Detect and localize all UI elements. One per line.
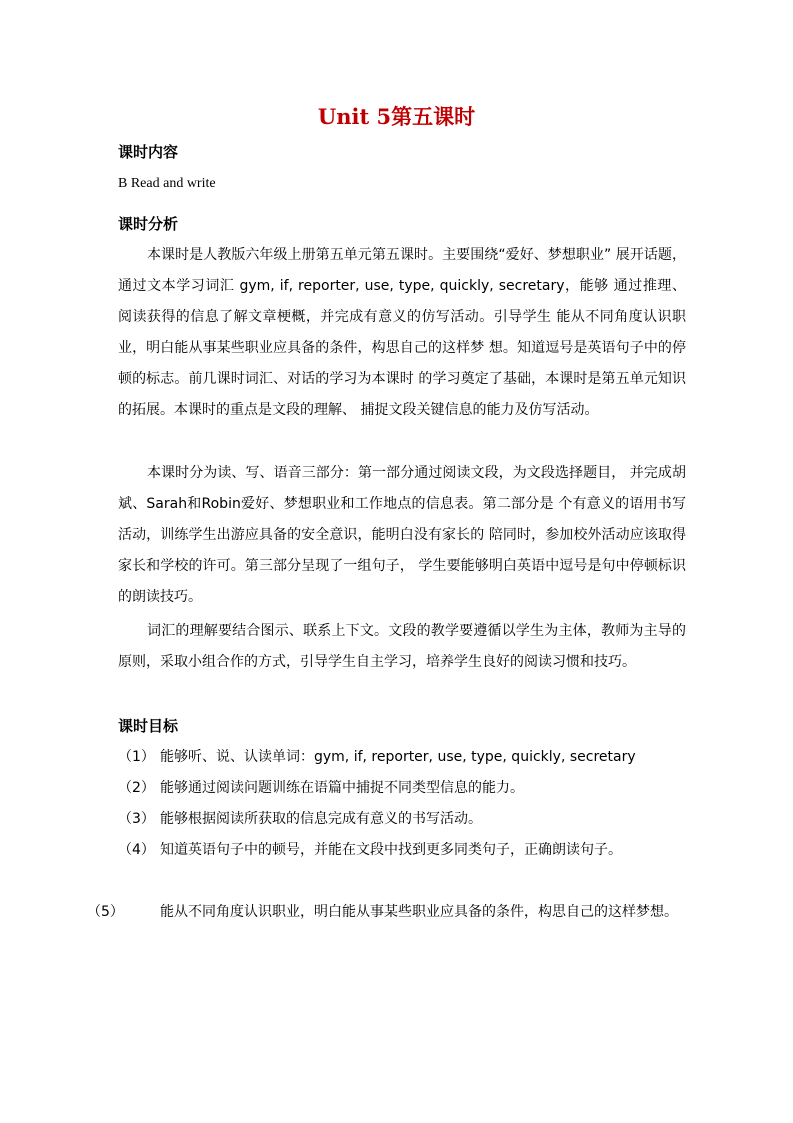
goal-text: 能够根据阅读所获取的信息完成有意义的书写活动。 bbox=[160, 811, 482, 827]
heading-lesson-analysis: 课时分析 bbox=[118, 215, 179, 233]
goal-number: （2） bbox=[118, 780, 155, 796]
analysis-paragraph-1: 本课时是人教版六年级上册第五单元第五课时。主要围绕“爱好、梦想职业” 展开话题，通过文本学习词汇 gym, if, reporter, use, type, quickly, secretary，能够 通过推理、阅读获得的信息了解文章梗概，并完成有意义的仿写活动。引导学生 能从不同角度认识职业，明白能从事某些职业应具备的条件，构思自己的这样梦 想。知道逗号是英语句子中的停顿的标志。前几课时词汇、对话的学习为本课时 的学习奠定了基础，本课时是第五单元知识的拓展。本课时的重点是文段的理解、 捕捉文段关键信息的能力及仿写活动。 bbox=[118, 247, 686, 418]
goal-item-1 bbox=[118, 742, 686, 773]
lesson-content-text: B Read and write bbox=[118, 176, 216, 191]
heading-lesson-goals: 课时目标 bbox=[118, 717, 179, 735]
goal-item-5 bbox=[87, 897, 686, 928]
goal-number: （3） bbox=[118, 811, 155, 827]
goal-item-3 bbox=[118, 804, 686, 835]
analysis-paragraph-2: 本课时分为读、写、语音三部分：第一部分通过阅读文段，为文段选择题目， 并完成胡斌、Sarah和Robin爱好、梦想职业和工作地点的信息表。第二部分是 个有意义的语用书写活动，训练学生出游应具备的安全意识，能明白没有家长的 陪同时，参加校外活动应该取得家长和学校的许可。第三部分呈现了一组句子， 学生要能够明白英语中逗号是句中停顿标识的朗读技巧。 bbox=[118, 465, 686, 605]
goal-number: （1） bbox=[118, 749, 155, 765]
goal-text: 能够通过阅读问题训练在语篇中捕捉不同类型信息的能力。 bbox=[160, 780, 524, 796]
goal-item-2 bbox=[118, 773, 686, 804]
goal-text: 能从不同角度认识职业，明白能从事某些职业应具备的条件，构思自己的这样梦想。 bbox=[160, 904, 678, 920]
analysis-paragraph-3: 词汇的理解要结合图示、联系上下文。文段的教学要遵循以学生为主体，教师为主导的原则，采取小组合作的方式，引导学生自主学习，培养学生良好的阅读习惯和技巧。 bbox=[118, 623, 686, 670]
goal-item-4 bbox=[118, 835, 686, 866]
goal-number: （4） bbox=[118, 842, 155, 858]
goal-text: 能够听、说、认读单词：gym, if, reporter, use, type, quickly, secretary bbox=[160, 749, 636, 765]
document-title: Unit 5第五课时 bbox=[317, 104, 476, 129]
heading-lesson-content: 课时内容 bbox=[118, 143, 179, 161]
goal-text: 知道英语句子中的顿号，并能在文段中找到更多同类句子，正确朗读句子。 bbox=[160, 842, 622, 858]
goal-number: （5） bbox=[87, 904, 124, 920]
